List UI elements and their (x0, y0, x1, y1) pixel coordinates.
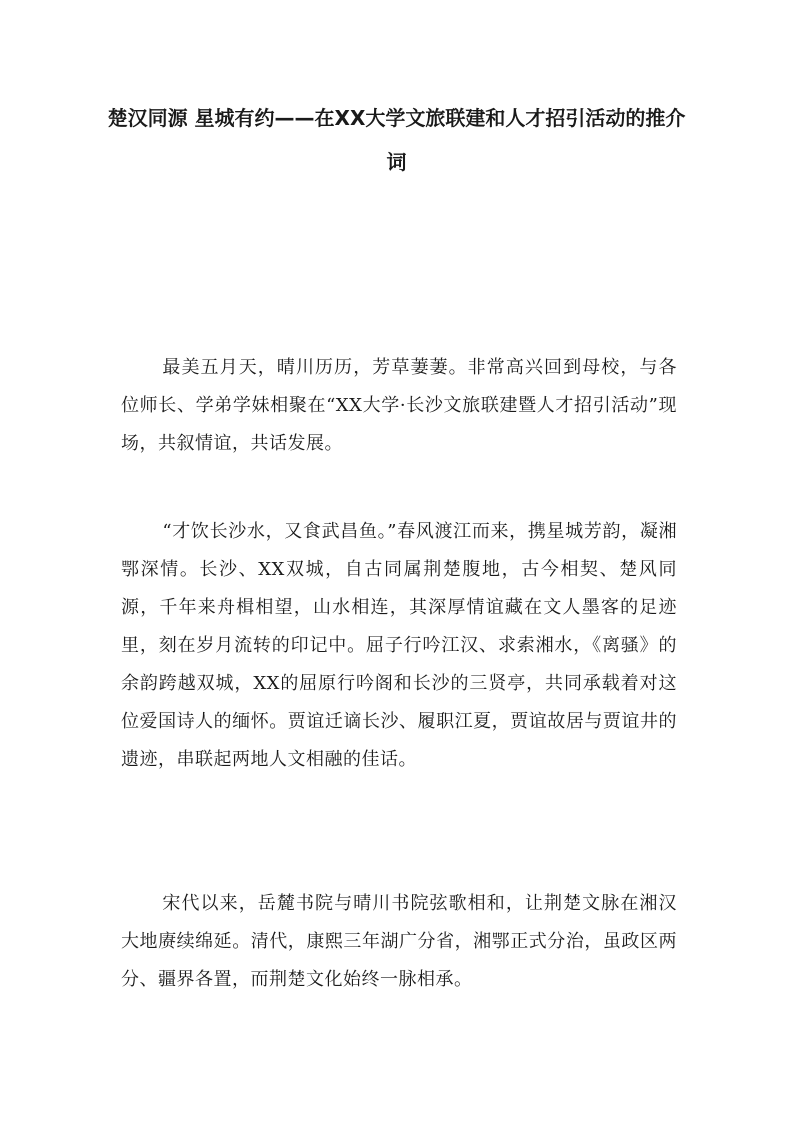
paragraph-3: 宋代以来，岳麓书院与晴川书院弦歌相和，让荆楚文脉在湘汉大地赓续绵延。清代，康熙三年湖广分省，湘鄂正式分治，虽政区两分、疆界各置，而荆楚文化始终一脉相承。 (121, 893, 677, 990)
paragraph-2: “才饮长沙水，又食武昌鱼。”春风渡江而来，携星城芳韵，凝湘鄂深情。长沙、XX双城，自古同属荆楚腹地，古今相契、楚风同源，千年来舟楫相望，山水相连，其深厚情谊藏在文人墨客的足迹里，刻在岁月流转的印记中。屈子行吟江汉、求索湘水，《离骚》的余韵跨越双城，XX的屈原行吟阁和长沙的三贤亭，共同承载着对这位爱国诗人的缅怀。贾谊迁谪长沙、履职江夏，贾谊故居与贾谊井的遗迹，串联起两地人文相融的佳话。 (121, 521, 677, 770)
paragraph-1: 最美五月天，晴川历历，芳草萋萋。非常高兴回到母校，与各位师长、学弟学妹相聚在“XX大学·长沙文旅联建暨人才招引活动”现场，共叙情谊，共话发展。 (121, 357, 677, 454)
document-title: 楚汉同源 星城有约——在XX大学文旅联建和人才招引活动的推介词 (107, 106, 686, 174)
